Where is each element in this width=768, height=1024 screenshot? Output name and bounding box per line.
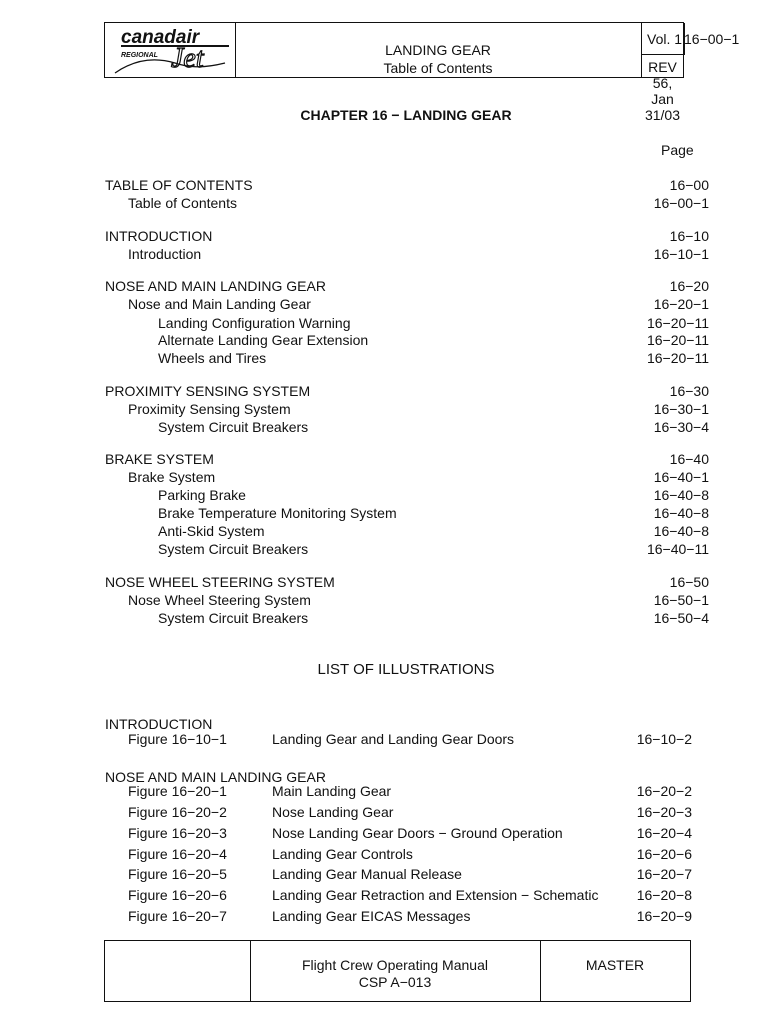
logo-brand-text: canadair: [121, 27, 200, 48]
toc-entry-title: Wheels and Tires: [158, 350, 267, 366]
toc-entry-page: 16−20−11: [646, 315, 709, 331]
toc-entry-page: 16−50−1: [653, 592, 709, 608]
toc-entry: [0, 541, 768, 559]
figure-description: Nose Landing Gear: [272, 804, 394, 820]
logo-graphic: [105, 23, 233, 76]
figure-number: Figure 16−20−1: [128, 783, 227, 799]
toc-entry-title: Proximity Sensing System: [128, 401, 291, 417]
footer-blank-cell: [105, 941, 251, 1001]
figure-page: 16−10−2: [636, 731, 692, 747]
toc-entry-title: NOSE WHEEL STEERING SYSTEM: [105, 574, 335, 590]
toc-entry-page: 16−40−8: [653, 523, 709, 539]
toc-entry: [0, 195, 768, 213]
list-of-illustrations-heading: LIST OF ILLUSTRATIONS: [317, 661, 495, 678]
footer-manual-cell: [250, 941, 541, 1001]
toc-entry: [0, 610, 768, 628]
figure-number: Figure 16−20−2: [128, 804, 227, 820]
footer-manual-code: CSP A−013: [358, 974, 432, 990]
toc-entry: [0, 350, 768, 368]
figure-description: Landing Gear Manual Release: [272, 866, 462, 882]
toc-entry: [0, 451, 768, 469]
toc-entry: [0, 505, 768, 523]
toc-entry-page: 16−50−4: [653, 610, 709, 626]
toc-entry: [0, 246, 768, 264]
toc-entry-title: NOSE AND MAIN LANDING GEAR: [105, 278, 326, 294]
figure-row: [0, 783, 768, 801]
volume-cell: [642, 23, 685, 55]
figure-number: Figure 16−20−3: [128, 825, 227, 841]
toc-entry-title: Nose Wheel Steering System: [128, 592, 311, 608]
toc-entry-title: PROXIMITY SENSING SYSTEM: [105, 383, 311, 399]
figure-row: [0, 731, 768, 749]
loi-section-title: INTRODUCTION: [105, 716, 213, 732]
figure-number: Figure 16−20−4: [128, 846, 227, 862]
toc-entry-title: System Circuit Breakers: [158, 419, 309, 435]
footer-status-cell: [540, 941, 690, 1001]
toc-entry: [0, 315, 768, 333]
toc-entry: [0, 419, 768, 437]
toc-entry-page: 16−20−11: [646, 332, 709, 348]
figure-row: [0, 804, 768, 822]
toc-entry-page: 16−20: [669, 278, 709, 294]
toc-entry-page: 16−00: [669, 177, 709, 193]
figure-description: Nose Landing Gear Doors − Ground Operation: [272, 825, 563, 841]
footer-status: MASTER: [585, 957, 645, 973]
toc-entry-title: Introduction: [128, 246, 202, 262]
figure-number: Figure 16−20−5: [128, 866, 227, 882]
header-meta: Vol. 1 16−00−1 REV 56, Jan 31/03: [641, 23, 683, 77]
figure-page: 16−20−2: [636, 783, 692, 799]
figure-number: Figure 16−10−1: [128, 731, 227, 747]
figure-description: Landing Gear EICAS Messages: [272, 908, 471, 924]
toc-entry-title: Alternate Landing Gear Extension: [158, 332, 369, 348]
toc-entry: [0, 401, 768, 419]
footer-manual-title: Flight Crew Operating Manual: [302, 957, 488, 973]
toc-entry-page: 16−40−8: [653, 505, 709, 521]
figure-row: [0, 846, 768, 864]
toc-entry-page: 16−20−11: [646, 350, 709, 366]
page-column-label: Page: [661, 142, 694, 158]
toc-entry-page: 16−10: [669, 228, 709, 244]
toc-entry-title: Brake System: [128, 469, 216, 485]
figure-row: [0, 866, 768, 884]
toc-entry: [0, 469, 768, 487]
toc-entry: [0, 383, 768, 401]
toc-entry: [0, 574, 768, 592]
figure-page: 16−20−3: [636, 804, 692, 820]
toc-entry-page: 16−30: [669, 383, 709, 399]
header-title-line1: LANDING GEAR: [385, 42, 491, 58]
logo-sub1-text: REGIONAL: [121, 52, 158, 59]
figure-row: [0, 887, 768, 905]
page-footer: [104, 940, 691, 1002]
toc-entry-title: Anti-Skid System: [158, 523, 265, 539]
toc-entry: [0, 228, 768, 246]
toc-entry: [0, 592, 768, 610]
figure-row: [0, 825, 768, 843]
toc-entry: [0, 177, 768, 195]
figure-description: Landing Gear Retraction and Extension − Schematic: [272, 887, 599, 903]
figure-description: Main Landing Gear: [272, 783, 392, 799]
canadair-regional-jet-logo: [105, 23, 236, 77]
figure-page: 16−20−4: [636, 825, 692, 841]
toc-entry: [0, 487, 768, 505]
revision-label: REV 56, Jan 31/03: [644, 59, 681, 123]
loi-section-title: NOSE AND MAIN LANDING GEAR: [105, 769, 326, 785]
toc-entry-title: Landing Configuration Warning: [158, 315, 351, 331]
toc-entry-page: 16−30−1: [653, 401, 709, 417]
toc-entry-title: Brake Temperature Monitoring System: [158, 505, 397, 521]
figure-number: Figure 16−20−7: [128, 908, 227, 924]
toc-entry-title: BRAKE SYSTEM: [105, 451, 214, 467]
header-title: [235, 23, 641, 77]
logo-sub2-text: Jet: [171, 43, 204, 74]
figure-page: 16−20−6: [636, 846, 692, 862]
volume-label: Vol. 1: [647, 31, 683, 47]
toc-entry-page: 16−30−4: [653, 419, 709, 435]
toc-entry-page: 16−10−1: [653, 246, 709, 262]
toc-entry: [0, 296, 768, 314]
toc-entry: [0, 523, 768, 541]
toc-entry-page: 16−40: [669, 451, 709, 467]
figure-number: Figure 16−20−6: [128, 887, 227, 903]
toc-entry-page: 16−40−1: [653, 469, 709, 485]
toc-entry-title: TABLE OF CONTENTS: [105, 177, 253, 193]
toc-entry-title: INTRODUCTION: [105, 228, 213, 244]
toc-entry-page: 16−50: [669, 574, 709, 590]
toc-entry-title: Parking Brake: [158, 487, 246, 503]
toc-entry-title: System Circuit Breakers: [158, 541, 309, 557]
figure-row: [0, 908, 768, 926]
toc-entry-title: Table of Contents: [128, 195, 237, 211]
toc-entry-title: System Circuit Breakers: [158, 610, 309, 626]
toc-entry-page: 16−40−11: [646, 541, 709, 557]
toc-entry: [0, 278, 768, 296]
figure-description: Landing Gear and Landing Gear Doors: [272, 731, 515, 747]
toc-entry-title: Nose and Main Landing Gear: [128, 296, 311, 312]
figure-description: Landing Gear Controls: [272, 846, 413, 862]
figure-page: 16−20−7: [636, 866, 692, 882]
toc-entry-page: 16−20−1: [653, 296, 709, 312]
chapter-title: CHAPTER 16 − LANDING GEAR: [300, 107, 512, 123]
toc-entry-page: 16−40−8: [653, 487, 709, 503]
toc-entry: [0, 332, 768, 350]
figure-page: 16−20−9: [636, 908, 692, 924]
header-title-line2: Table of Contents: [383, 60, 493, 76]
revision-cell: [642, 54, 683, 123]
figure-page: 16−20−8: [636, 887, 692, 903]
toc-entry-page: 16−00−1: [653, 195, 709, 211]
